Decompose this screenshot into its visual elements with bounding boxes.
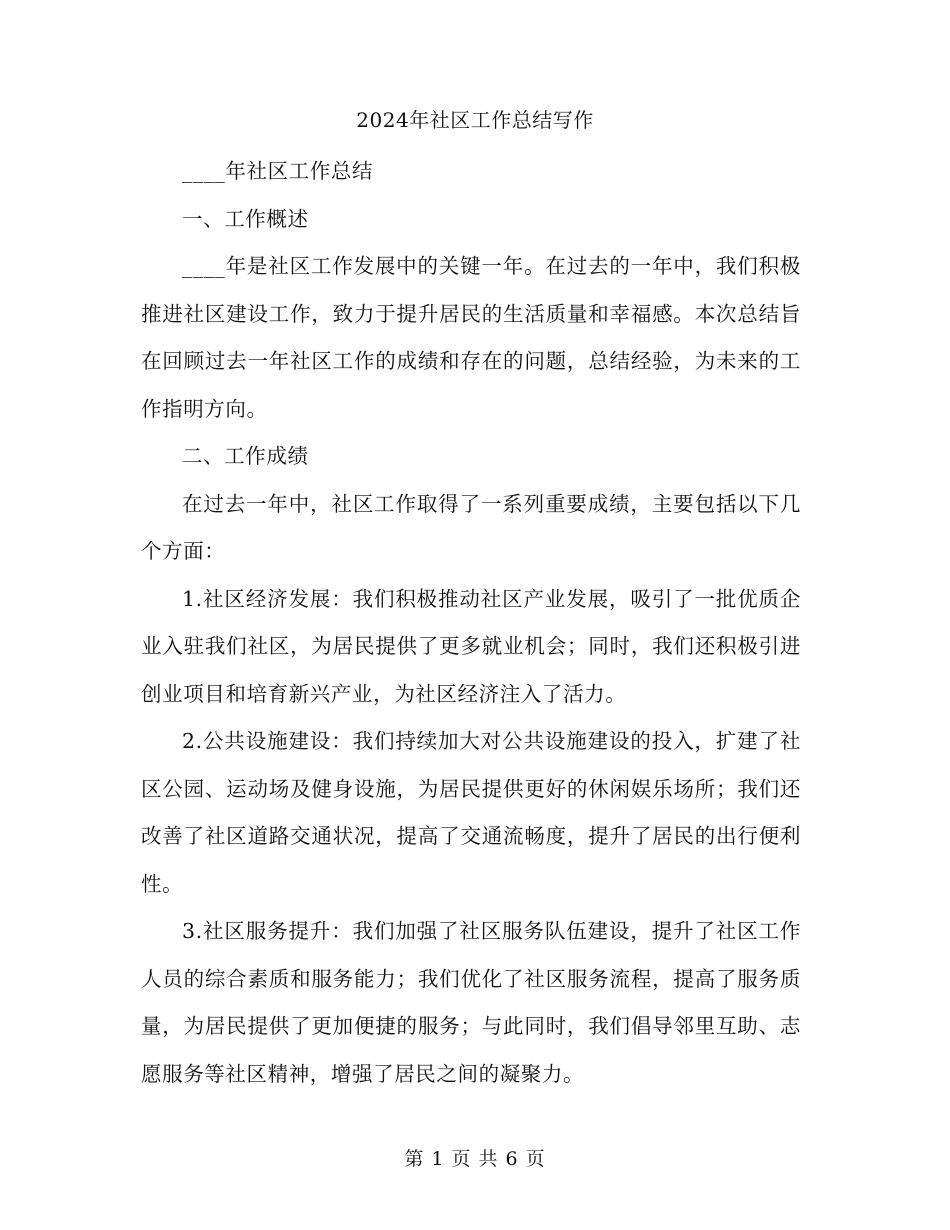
body-paragraph: ____年社区工作总结 — [182, 159, 374, 183]
body-paragraph: 1.社区经济发展：我们积极推动社区产业发展，吸引了一批优质企业入驻我们社区，为居民提供了更多就业机会；同时，我们还积极引进创业项目和培育新兴产业，为社区经济注入了活力。 — [141, 586, 801, 706]
section-heading: 一、工作概述 — [182, 206, 309, 231]
body-paragraph: 2.公共设施建设：我们持续加大对公共设施建设的投入，扩建了社区公园、运动场及健身设施，为居民提供更好的休闲娱乐场所；我们还改善了社区道路交通状况，提高了交通流畅度，提升了居民的出行便利性。 — [141, 729, 801, 896]
document-body — [141, 148, 801, 1098]
document-title: 2024年社区工作总结写作 — [356, 108, 594, 132]
body-paragraph: ____年是社区工作发展中的关键一年。在过去的一年中，我们积极推进社区建设工作，致力于提升居民的生活质量和幸福感。本次总结旨在回顾过去一年社区工作的成绩和存在的问题，总结经验，为未来的工作指明方向。 — [141, 254, 801, 421]
section-heading: 二、工作成绩 — [182, 444, 309, 468]
body-paragraph: 3.社区服务提升：我们加强了社区服务队伍建设，提升了社区工作人员的综合素质和服务能力；我们优化了社区服务流程，提高了服务质量，为居民提供了更加便捷的服务；与此同时，我们倡导邻里互助、志愿服务等社区精神，增强了居民之间的凝聚力。 — [141, 919, 801, 1086]
page-number: 第 1 页 共 6 页 — [404, 1148, 546, 1170]
page-footer — [0, 1145, 950, 1173]
body-paragraph: 在过去一年中，社区工作取得了一系列重要成绩，主要包括以下几个方面： — [141, 491, 801, 563]
